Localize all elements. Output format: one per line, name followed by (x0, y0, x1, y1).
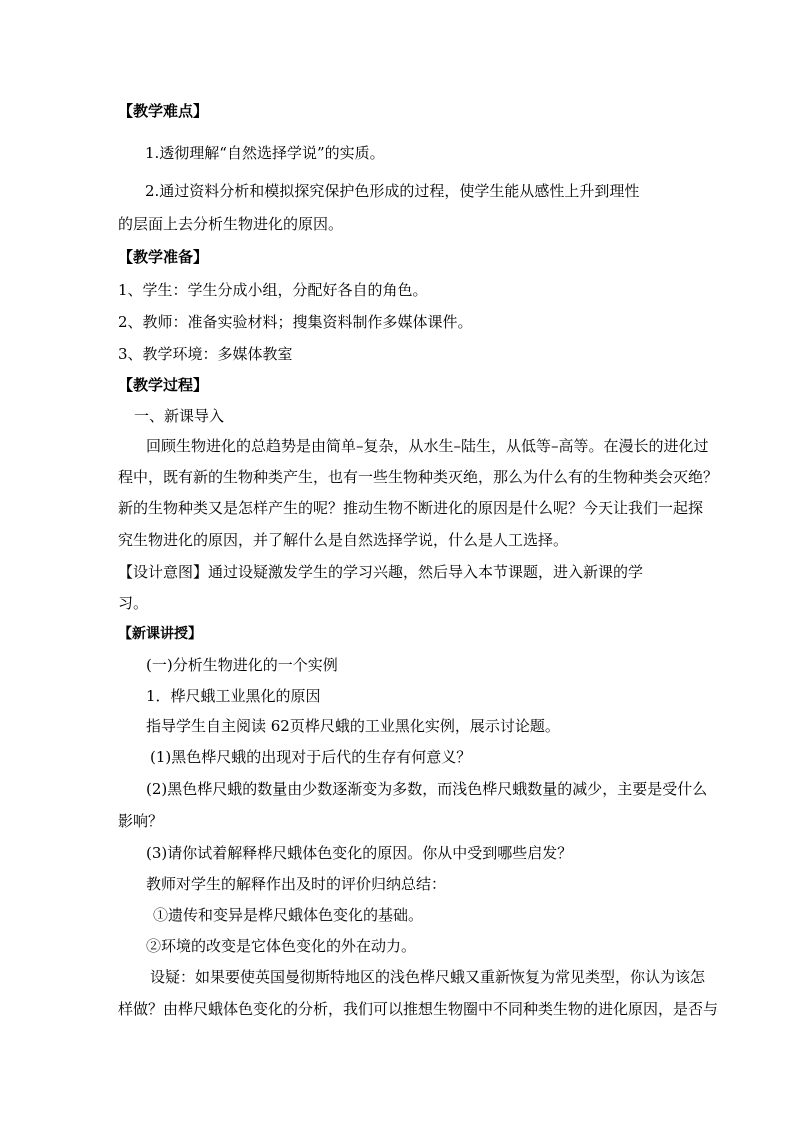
heading-teaching-difficulties: 【教学难点】 (118, 102, 209, 120)
summary-point-2: ②环境的改变是它体色变化的外在动力。 (146, 937, 417, 955)
preparation-item-2: 2、教师：准备实验材料；搜集资料制作多媒体课件。 (118, 313, 473, 331)
preparation-item-3: 3、教学环境：多媒体教室 (118, 345, 293, 363)
item-industrial-melanism: 1．桦尺蛾工业黑化的原因 (146, 687, 321, 705)
design-intent-line-2: 习。 (118, 594, 149, 612)
difficulty-point-2-cont: 的层面上去分析生物进化的原因。 (118, 215, 344, 233)
difficulty-point-1: 1.透彻理解“自然选择学说”的实质。 (145, 144, 385, 162)
heading-new-lesson-teaching: 【新课讲授】 (118, 626, 202, 642)
teacher-summary: 教师对学生的解释作出及时的评价归纳总结： (146, 875, 447, 893)
question-1: (1)黑色桦尺蛾的出现对于后代的生存有何意义？ (150, 748, 472, 766)
question-2: (2)黑色桦尺蛾的数量由少数逐渐变为多数，而浅色桦尺蛾数量的减少，主要是受什么 (146, 780, 708, 798)
reading-instruction: 指导学生自主阅读 62页桦尺蛾的工业黑化实例，展示讨论题。 (146, 717, 560, 735)
heading-teaching-preparation: 【教学准备】 (118, 248, 209, 266)
section-new-lesson-intro: 一、新课导入 (134, 407, 225, 425)
summary-point-1: ①遗传和变异是桦尺蛾体色变化的基础。 (153, 906, 424, 924)
intro-paragraph-line-4: 究生物进化的原因，并了解什么是自然选择学说，什么是人工选择。 (118, 531, 569, 549)
intro-paragraph-line-2: 程中，既有新的生物种类产生，也有一些生物种类灭绝，那么为什么有的生物种类会灭绝？ (118, 468, 719, 486)
question-2-cont: 影响？ (118, 812, 164, 830)
preparation-item-1: 1、学生：学生分成小组，分配好各自的角色。 (118, 281, 428, 299)
design-intent-line-1: 【设计意图】通过设疑激发学生的学习兴趣，然后导入本节课题，进入新课的学 (118, 563, 644, 581)
subsection-evolution-example: (一)分析生物进化的一个实例 (146, 656, 338, 674)
question-3: (3)请你试着解释桦尺蛾体色变化的原因。你从中受到哪些启发？ (146, 844, 573, 862)
question-setup-line-1: 设疑：如果要使英国曼彻斯特地区的浅色桦尺蛾又重新恢复为常见类型，你认为该怎 (150, 968, 706, 986)
heading-teaching-process: 【教学过程】 (118, 376, 209, 394)
intro-paragraph-line-3: 新的生物种类又是怎样产生的呢？推动生物不断进化的原因是什么呢？今天让我们一起探 (118, 499, 704, 517)
difficulty-point-2: 2.通过资料分析和模拟探究保护色形成的过程，使学生能从感性上升到理性 (145, 182, 640, 200)
question-setup-line-2: 样做？由桦尺蛾体色变化的分析，我们可以推想生物圈中不同种类生物的进化原因，是否与 (118, 1000, 719, 1018)
intro-paragraph-line-1: 回顾生物进化的总趋势是由简单–复杂，从水生–陆生，从低等–高等。在漫长的进化过 (146, 437, 709, 455)
